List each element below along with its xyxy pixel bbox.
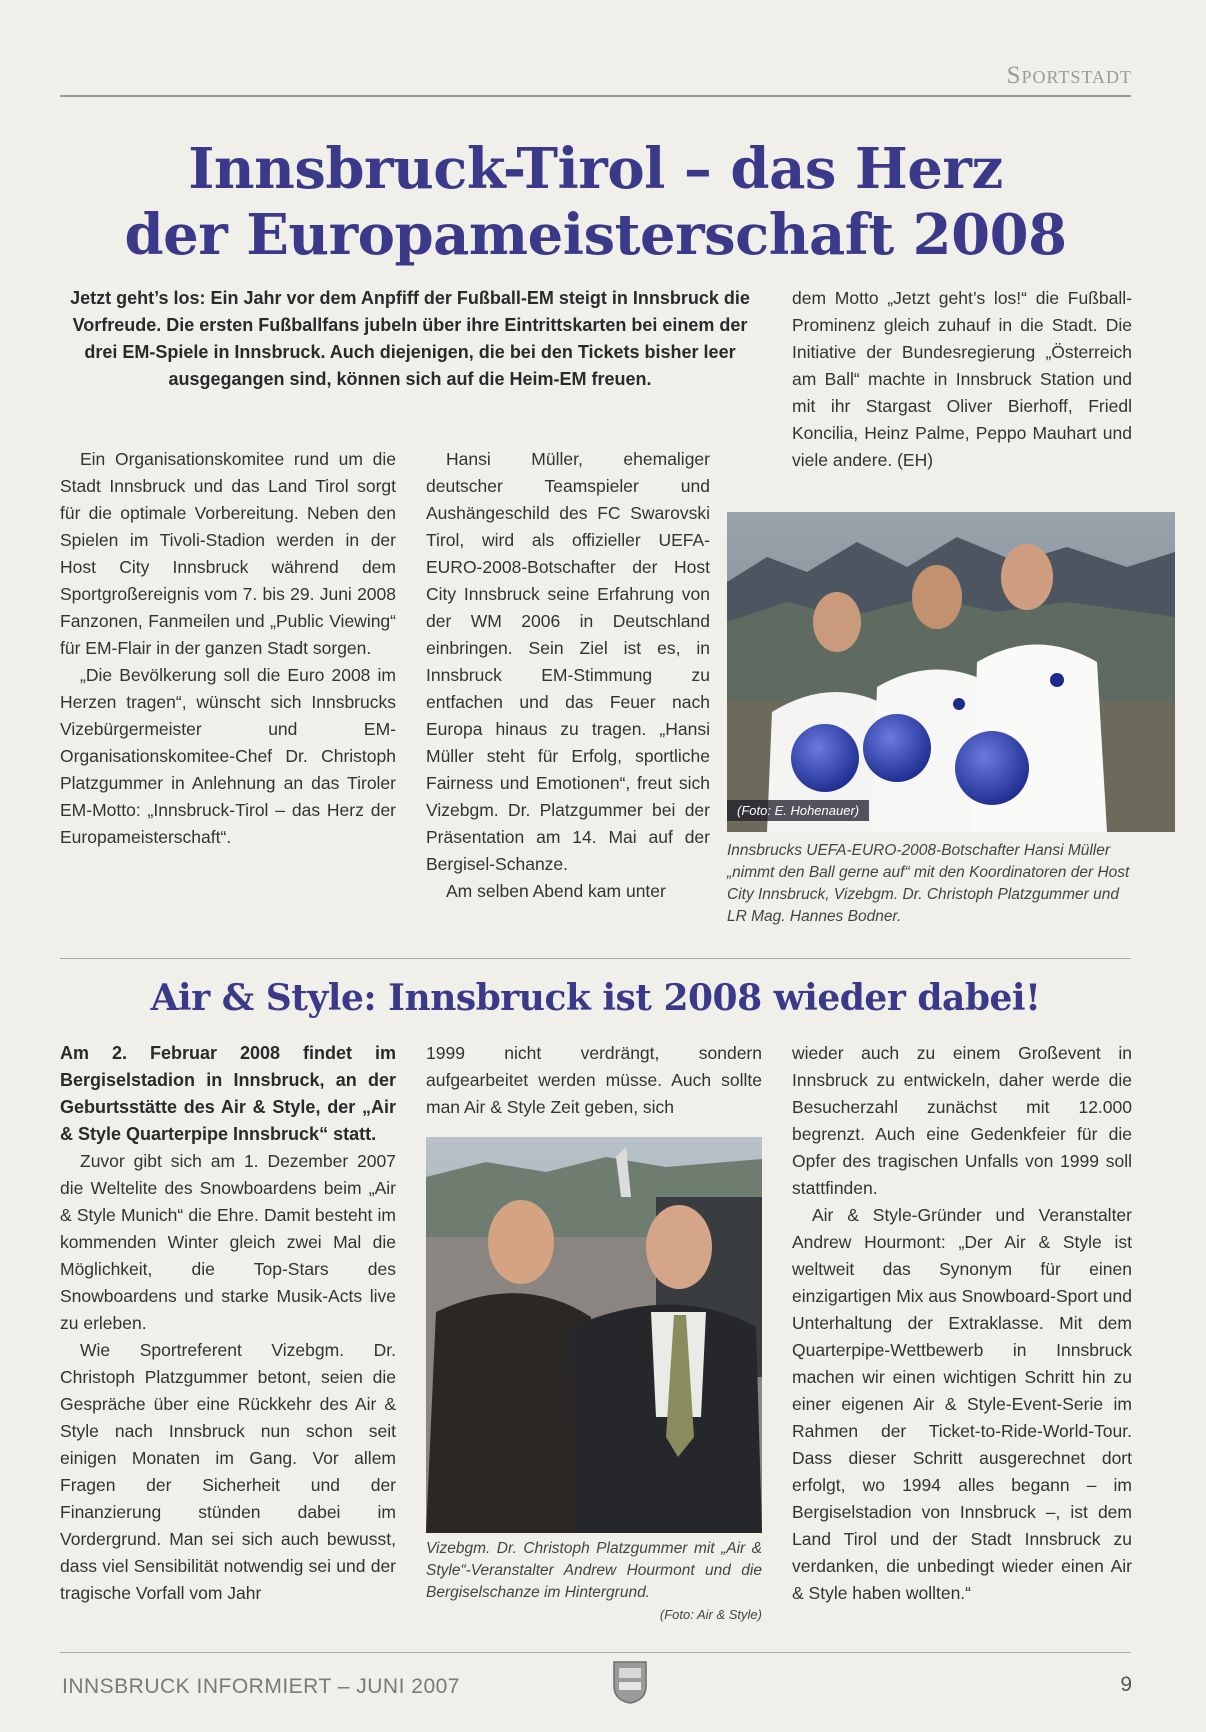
article1-column-2	[426, 446, 710, 905]
paragraph: 1999 nicht verdrängt, sondern aufgearbeitet werden müsse. Auch sollte man Air & Style Zeit geben, sich	[426, 1043, 762, 1117]
footer-rule	[60, 1652, 1131, 1653]
article1-lead: Jetzt geht’s los: Ein Jahr vor dem Anpfiff der Fußball-EM steigt in Innsbruck die Vorfreude. Die ersten Fußballfans jubeln über ihre Eintrittskarten bei einem der drei EM-Spiele in Innsbruck. Auch diejenigen, die bei den Tickets bisher leer ausgegangen sind, können sich auf die Heim-EM freuen.	[70, 288, 750, 389]
football-ambassadors-photo	[727, 512, 1175, 832]
article2-photo-credit: (Foto: Air & Style)	[659, 1607, 762, 1622]
article2-lead: Am 2. Februar 2008 findet im Bergiselstadion in Innsbruck, an der Geburtsstätte des Air & Style, der „Air & Style Quarterpipe Innsbruck“ statt.	[60, 1043, 396, 1144]
paragraph: Wie Sportreferent Vizebgm. Dr. Christoph Platzgummer betont, seien die Gespräche über eine Rückkehr des Air & Style nach Innsbruck nun schon seit einigen Monaten im Gang. Vor allem Fragen der Sicherheit und der Finanzierung stünden dabei im Vordergrund. Man sei sich auch bewusst, dass viel Sensibilität notwendig sei und der tragische Vorfall vom Jahr	[60, 1340, 396, 1603]
paragraph: dem Motto „Jetzt geht’s los!“ die Fußball-Prominenz gleich zuhauf in die Stadt. Die Initiative der Bundesregierung „Österreich am Ball“ machte in Innsbruck Station und mit ihr Stargast Oliver Bierhoff, Friedl Koncilia, Heinz Palme, Peppo Mauhart und viele andere. (EH)	[792, 288, 1132, 470]
header-rule	[60, 95, 1131, 97]
paragraph: „Die Bevölkerung soll die Euro 2008 im Herzen tragen“, wünscht sich Innsbrucks Vizebürgermeister und EM-Organisationskomitee-Chef Dr. Christoph Platzgummer in Anlehnung an das Tiroler EM-Motto: „Innsbruck-Tirol – das Herz der Europameisterschaft“.	[60, 665, 396, 847]
paragraph: Am selben Abend kam unter	[446, 881, 666, 901]
section-rule	[60, 958, 1131, 959]
article1-headline	[60, 136, 1131, 268]
section-label: Sportstadt	[1006, 62, 1132, 89]
article1-column-3	[792, 285, 1132, 474]
footer-publication: INNSBRUCK INFORMIERT – JUNI 2007	[62, 1675, 460, 1698]
article2-headline: Air & Style: Innsbruck ist 2008 wieder dabei!	[150, 977, 1041, 1019]
city-crest-logo	[612, 1660, 648, 1709]
article2-column-1	[60, 1040, 396, 1607]
crest-icon	[612, 1660, 648, 1704]
paragraph: Hansi Müller, ehemaliger deutscher Teamspieler und Aushängeschild des FC Swarovski Tirol, wird als offizieller UEFA-EURO-2008-Botschafter der Host City Innsbruck seine Erfahrung von der WM 2006 in Deutschland einbringen. Sein Ziel ist es, in Innsbruck EM-Stimmung zu entfachen und das Feuer nach Europa hinaus zu tragen. „Hansi Müller steht für Erfolg, sportliche Fairness und Emotionen“, freut sich Vizebgm. Dr. Platzgummer bei der Präsentation am 14. Mai auf der Bergisel-Schanze.	[426, 449, 710, 874]
article2-column-2	[426, 1040, 762, 1121]
paragraph: Zuvor gibt sich am 1. Dezember 2007 die Weltelite des Snowboardens beim „Air & Style Munich“ die Ehre. Damit besteht im kommenden Winter gleich zwei Mal die Möglichkeit, die Top-Stars des Snowboardens und starke Musik-Acts live zu erleben.	[60, 1151, 396, 1333]
page-number: 9	[1120, 1673, 1132, 1696]
article2-photo-caption: Vizebgm. Dr. Christoph Platzgummer mit „Air & Style“-Veranstalter Andrew Hourmont und die Bergiselschanze im Hintergrund.	[426, 1540, 762, 1601]
headline-line1: Innsbruck-Tirol – das Herz	[188, 136, 1003, 202]
article2-column-3	[792, 1040, 1132, 1607]
article2-photo	[426, 1137, 762, 1533]
paragraph: Ein Organisationskomitee rund um die Stadt Innsbruck und das Land Tirol sorgt für die optimale Vorbereitung. Neben den Spielen im Tivoli-Stadion werden in der Host City Innsbruck während dem Sportgroßereignis vom 7. bis 29. Juni 2008 Fanzonen, Fanmeilen und „Public Viewing“ für EM-Flair in der ganzen Stadt sorgen.	[60, 449, 396, 658]
air-and-style-photo	[426, 1137, 762, 1533]
paragraph: wieder auch zu einem Großevent in Innsbruck zu entwickeln, daher werde die Besucherzahl zunächst mit 12.000 begrenzt. Auch eine Gedenkfeier für die Opfer des tragischen Unfalls von 1999 soll stattfinden.	[792, 1043, 1132, 1198]
paragraph: Air & Style-Gründer und Veranstalter Andrew Hourmont: „Der Air & Style ist weltweit das Synonym für einen einzigartigen Mix aus Snowboard-Sport und Unterhaltung der Extraklasse. Mit dem Quarterpipe-Wettbewerb in Innsbruck machen wir einen wichtigen Schritt hin zu einer eigenen Air & Style-Event-Serie im Rahmen der Ticket-to-Ride-World-Tour. Dass dieser Schritt ausgerechnet dort erfolgt, wo 1994 alles begann – im Bergiselstadion von Innsbruck –, ist dem Land Tirol und der Stadt Innsbruck zu verdanken, die unbedingt wieder einen Air & Style haben wollten.“	[792, 1205, 1132, 1603]
article1-photo-credit: (Foto: E. Hohenauer)	[727, 800, 869, 821]
article1-column-1	[60, 446, 396, 851]
article1-photo	[727, 512, 1175, 832]
headline-line2: der Europameisterschaft 2008	[124, 202, 1067, 268]
article1-photo-caption: Innsbrucks UEFA-EURO-2008-Botschafter Hansi Müller „nimmt den Ball gerne auf“ mit den Koordinatoren der Host City Innsbruck, Vizebgm. Dr. Christoph Platzgummer und LR Mag. Hannes Bodner.	[727, 842, 1130, 925]
